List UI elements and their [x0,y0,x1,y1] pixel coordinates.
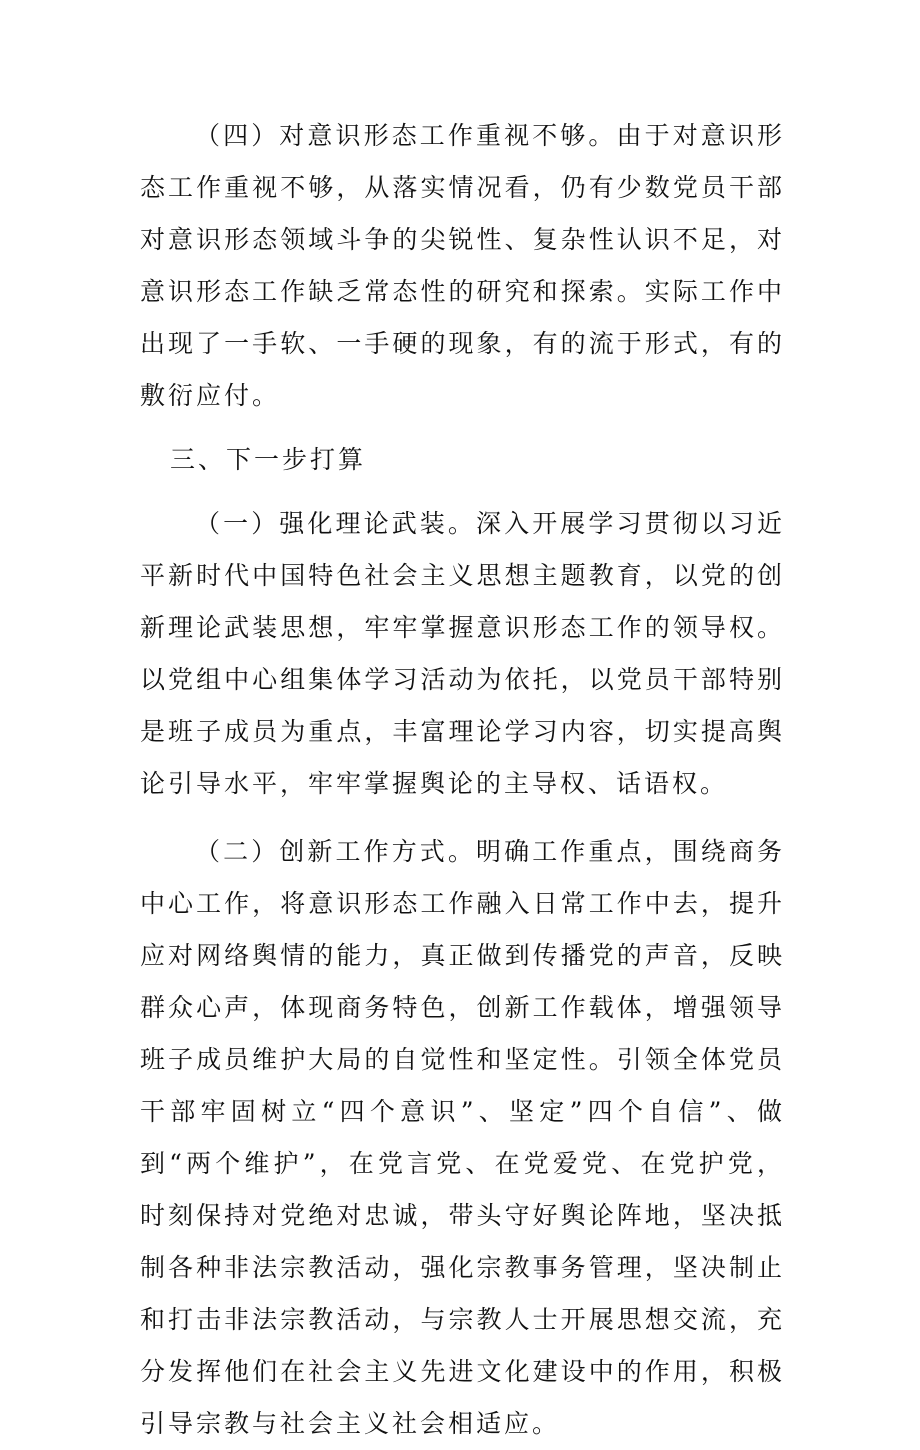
section-heading-next-steps: 三、下一步打算 [170,445,367,474]
paragraph-item-two: （二）创新工作方式。明确工作重点，围绕商务中心工作，将意识形态工作融入日常工作中去，提升应对网络舆情的能力，真正做到传播党的声音，反映群众心声，体现商务特色，创新工作载体，增强领导班子成员维护大局的自觉性和坚定性。引领全体党员干部牢固树立“四个意识”、坚定”四个自信”、做到“两个维护”，在党言党、在党爱党、在党护党，时刻保持对党绝对忠诚，带头守好舆论阵地，坚决抵制各种非法宗教活动，强化宗教事务管理，坚决制止和打击非法宗教活动，与宗教人士开展思想交流，充分发挥他们在社会主义先进文化建设中的作用，积极引导宗教与社会主义社会相适应。 [140,837,785,1438]
spacer [140,810,785,826]
paragraph-item-four: （四）对意识形态工作重视不够。由于对意识形态工作重视不够，从落实情况看，仍有少数党员干部对意识形态领域斗争的尖锐性、复杂性认识不足，对意识形态工作缺乏常态性的研究和探索。实际工作中出现了一手软、一手硬的现象，有的流于形式，有的敷衍应付。 [140,121,785,410]
spacer [140,486,785,498]
paragraph-item-one: （一）强化理论武装。深入开展学习贯彻以习近平新时代中国特色社会主义思想主题教育，以党的创新理论武装思想，牢牢掌握意识形态工作的领导权。以党组中心组集体学习活动为依托，以党员干部特别是班子成员为重点，丰富理论学习内容，切实提高舆论引导水平，牢牢掌握舆论的主导权、话语权。 [140,509,785,798]
document-body [140,110,785,1450]
spacer [140,422,785,434]
